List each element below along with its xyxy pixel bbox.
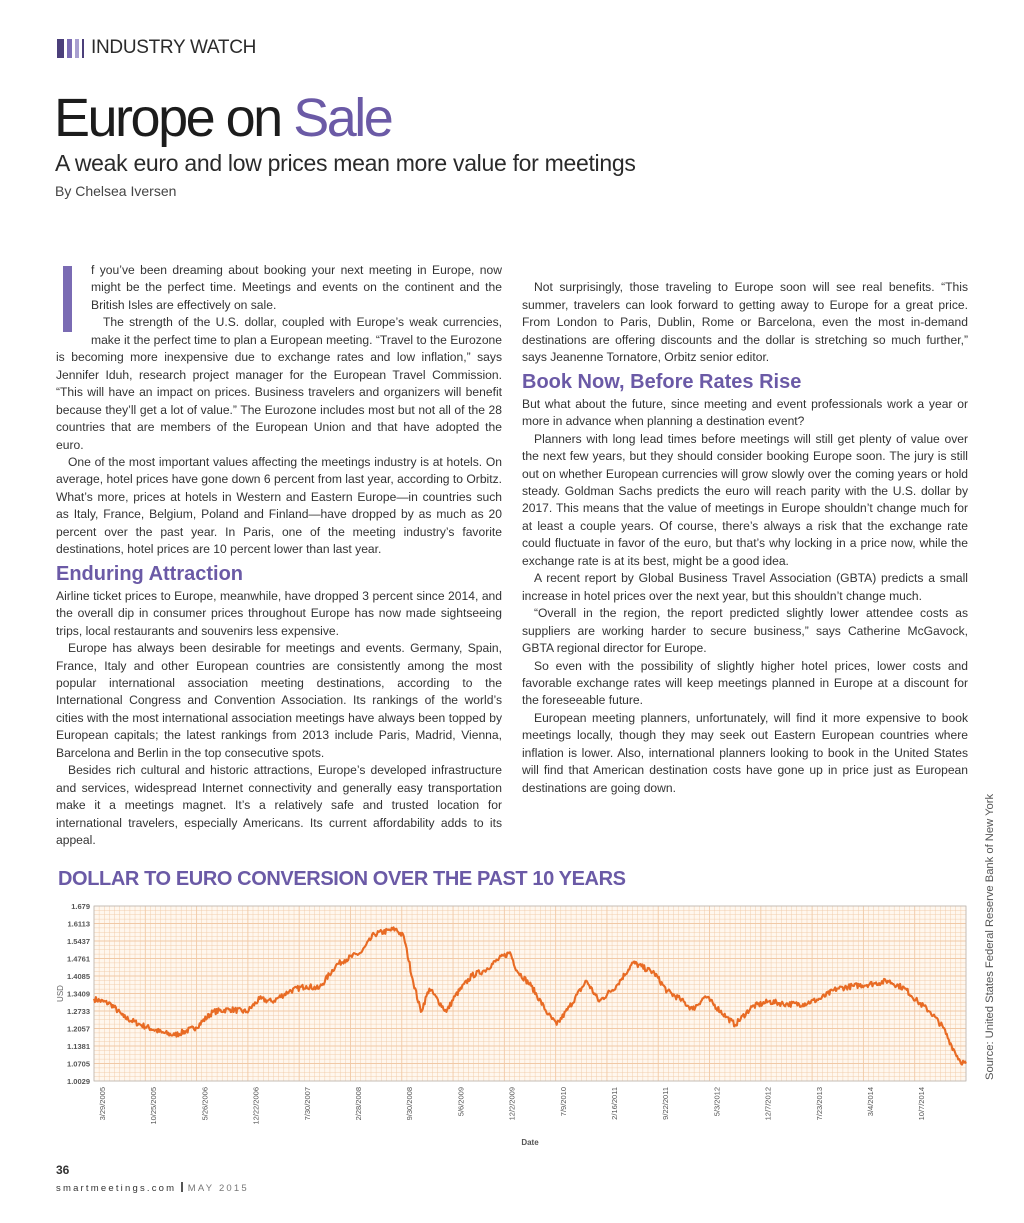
chart-source-text: Source: United States Federal Reserve Bank of New York <box>984 793 996 1080</box>
subtitle: A weak euro and low prices mean more value for meetings <box>55 150 636 176</box>
section-bar <box>67 39 72 58</box>
y-tick-label: 1.679 <box>71 902 90 911</box>
footer <box>56 1182 249 1194</box>
footer-site: smartmeetings.com <box>56 1183 177 1194</box>
headline <box>54 88 391 148</box>
paragraph: Europe has always been desirable for meetings and events. Germany, Spain, France, Italy and other European countries are consistently among the most popular international association meeting destinations, according to the International Congress and Convention Association. Its rankings of the world’s cities with the most international association meetings have always been topped by European capitals; the latest rankings from 2013 include Paris, Madrid, Vienna, Barcelona and Berlin in the top consecutive spots. <box>56 641 502 760</box>
paragraph: Besides rich cultural and historic attractions, Europe’s developed infrastructure and services, widespread Internet connectivity and generally easy transportation make it a meetings magnet. It’s a relatively safe and trusted location for international travelers, especially Americans. Its current affordability adds to its appeal. <box>56 763 502 848</box>
y-tick-label: 1.4085 <box>67 972 90 981</box>
paragraph: Planners with long lead times before meetings will still get plenty of value over the next few years, but they should consider booking Europe soon. The jury is still out on whether European currencies will grow slowly over the coming years or hold steady. Goldman Sachs predicts the euro will reach parity with the U.S. dollar by 2017. This means that the value of meetings in Europe shouldn’t change much for at least a couple years. Of course, there’s always a risk that the exchange rate could fluctuate in favor of the euro, but that’s why locking in a price now, while the exchange rate is at its best, might be a good idea. <box>522 431 968 568</box>
section-bar <box>75 39 79 58</box>
x-tick-label: 10/25/2005 <box>149 1087 159 1125</box>
byline: By Chelsea Iversen <box>55 183 177 199</box>
x-tick-label: 2/28/2008 <box>354 1087 363 1121</box>
paragraph: But what about the future, since meeting and event professionals work a year or more in advance when planning a destination event? <box>522 396 968 429</box>
y-tick-label: 1.0029 <box>67 1077 90 1086</box>
paragraph: “Overall in the region, the report predicted slightly lower attendee costs as suppliers are working harder to secure business,” says Catherine McGavock, GBTA regional director for Europe. <box>522 606 968 656</box>
y-tick-label: 1.2057 <box>67 1024 90 1034</box>
x-tick-label: 5/3/2012 <box>712 1087 722 1117</box>
footer-issue: MAY 2015 <box>187 1183 249 1194</box>
paragraph: The strength of the U.S. dollar, coupled with Europe’s weak currencies, make it the perfect time to plan a European meeting. “Travel to the Eurozone is becoming more inexpensive due to exchange rates and low inflation,” says Jennifer Iduh, research project manager for the European Travel Commission. “This will have an impact on prices. Business travelers and organizers will benefit because they’ll get a lot of value.” The Eurozone includes most but not all of the 28 countries that are members of the European Union and that have adopted the euro. <box>56 315 502 452</box>
x-tick-label: 2/16/2011 <box>610 1087 619 1120</box>
y-tick-label: 1.2733 <box>67 1007 90 1016</box>
paragraph: European meeting planners, unfortunately, will find it more expensive to book meetings locally, though they may seek out Eastern European countries where inflation is lower. Also, international planners looking to book in the United States will find that American destination costs have gone up in price just as European destinations are going down. <box>522 710 968 795</box>
left-column <box>56 262 502 850</box>
x-tick-label: 9/22/2011 <box>661 1087 671 1120</box>
x-tick-label: 9/30/2008 <box>405 1087 415 1121</box>
headline-part2: Sale <box>293 88 392 148</box>
x-tick-label: 5/26/2006 <box>200 1087 210 1121</box>
paragraph: f you’ve been dreaming about booking your next meeting in Europe, now might be the perfect time. Meetings and events on the continent and the British Isles are effectively on sale. <box>91 263 502 312</box>
y-tick-label: 1.0705 <box>67 1059 90 1069</box>
x-tick-label: 7/30/2007 <box>302 1087 312 1121</box>
paragraph: So even with the possibility of slightly higher hotel prices, lower costs and favorable exchange rates will keep meetings planned in Europe at a discount for the foreseeable future. <box>522 658 968 708</box>
x-tick-label: 12/2/2009 <box>507 1087 517 1121</box>
paragraph: Airline ticket prices to Europe, meanwhile, have dropped 3 percent since 2014, and the overall dip in consumer prices throughout Europe has now made sightseeing trips, local restaurants and souvenirs less expensive. <box>56 588 502 638</box>
y-tick-label: 1.5437 <box>67 937 90 946</box>
section-header <box>57 37 256 59</box>
x-axis-label: Date <box>521 1138 539 1147</box>
section-label: INDUSTRY WATCH <box>91 37 257 58</box>
x-tick-label: 12/7/2012 <box>763 1087 773 1121</box>
exchange-rate-chart <box>50 898 970 1153</box>
y-tick-label: 1.1381 <box>67 1042 90 1051</box>
column-continuation-spacer <box>522 262 968 279</box>
x-tick-label: 7/23/2013 <box>814 1087 824 1121</box>
paragraph: One of the most important values affecting the meetings industry is at hotels. On average, hotel prices have gone down 6 percent from last year, according to Orbitz. What’s more, prices at hotels in Western and Eastern Europe—in countries such as Italy, France, Belgium, Poland and Finland—have dropped by as much as 20 percent over the past year. In Paris, one of the meeting industry’s favorite destinations, hotel prices are 10 percent lower than last year. <box>56 454 502 557</box>
y-tick-label: 1.6113 <box>67 919 90 929</box>
section-bar <box>82 39 84 58</box>
page-number: 36 <box>56 1163 70 1177</box>
x-tick-label: 10/7/2014 <box>917 1087 927 1121</box>
paragraph: Not surprisingly, those traveling to Europe soon will see real benefits. “This summer, travelers can look forward to getting away to Europe for a great price. From London to Paris, Dublin, Rome or Barcelona, even the most in-demand destinations are offering discounts and the dollar is stretching so much further,” says Jeanenne Tornatore, Orbitz senior editor. <box>522 280 968 365</box>
chart-title: DOLLAR TO EURO CONVERSION OVER THE PAST 10 YEARS <box>58 868 626 890</box>
right-column <box>522 262 968 797</box>
x-tick-label: 3/29/2005 <box>98 1087 107 1121</box>
section-color-bars <box>57 39 84 58</box>
x-tick-label: 7/9/2010 <box>558 1087 568 1117</box>
headline-part1: Europe on <box>54 88 294 148</box>
footer-divider <box>181 1182 183 1192</box>
section-bar <box>57 39 64 58</box>
subheading: Enduring Attraction <box>56 562 244 585</box>
chart-source <box>976 793 1024 1084</box>
x-tick-label: 12/22/2006 <box>251 1087 261 1125</box>
x-tick-label: 5/6/2009 <box>456 1087 466 1117</box>
drop-cap-i <box>55 266 79 334</box>
y-tick-label: 1.3409 <box>67 989 90 999</box>
y-tick-label: 1.4761 <box>67 954 90 964</box>
subheading: Book Now, Before Rates Rise <box>522 370 802 393</box>
y-axis-label: USD <box>56 985 65 1002</box>
x-tick-label: 3/4/2014 <box>866 1087 875 1117</box>
paragraph: A recent report by Global Business Travel Association (GBTA) predicts a small increase in hotel prices over the next year, but this shouldn’t change much. <box>522 571 968 603</box>
